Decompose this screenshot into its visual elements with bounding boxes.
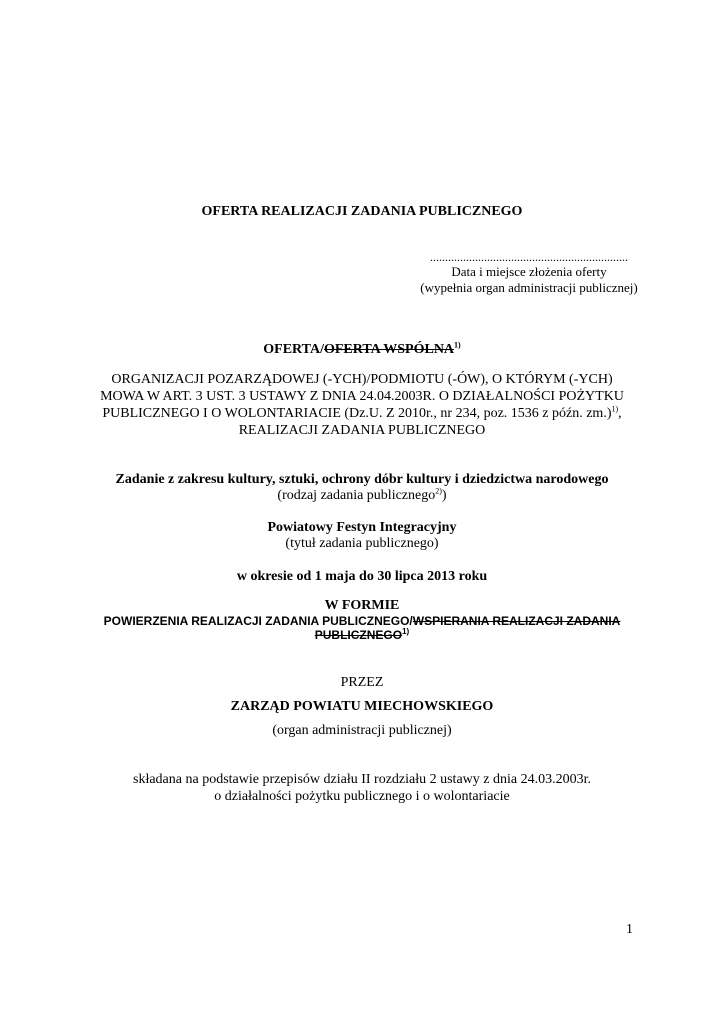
organization-line-4: REALIZACJI ZADANIA PUBLICZNEGO: [238, 423, 486, 438]
organization-line-1: ORGANIZACJI POZARZĄDOWEJ (-YCH)/PODMIOTU (-ÓW), O KTÓRYM (-YCH): [111, 372, 613, 387]
offer-type-heading: [0, 342, 724, 358]
by-label: PRZEZ: [340, 675, 384, 690]
footnote-marker: 1): [454, 340, 461, 350]
task-title-caption: (tytuł zadania publicznego): [285, 536, 439, 551]
date-dots: ..................................................................: [430, 250, 628, 264]
legal-basis-line-2: o działalności pożytku publicznego i o wolontariacie: [214, 789, 510, 804]
date-note: (wypełnia organ administracji publicznej): [420, 280, 638, 295]
authority-name: ZARZĄD POWIATU MIECHOWSKIEGO: [230, 699, 494, 714]
organization-line-2: MOWA W ART. 3 UST. 3 USTAWY Z DNIA 24.04.2003R. O DZIAŁALNOŚCI POŻYTKU: [100, 389, 624, 404]
form-heading: W FORMIE: [324, 598, 400, 613]
offer-type-struck: OFERTA WSPÓLNA: [323, 342, 455, 357]
form-line-2-struck: PUBLICZNEGO: [314, 628, 403, 642]
document-title: OFERTA REALIZACJI ZADANIA PUBLICZNEGO: [201, 204, 523, 219]
offer-type-prefix: OFERTA/: [263, 342, 324, 357]
task-scope-caption-text: (rodzaj zadania publicznego: [277, 488, 436, 503]
organization-line-3-text: PUBLICZNEGO I O WOLONTARIACIE (Dz.U. Z 2010r., nr 234, poz. 1536 z późn. zm.): [102, 406, 612, 421]
task-period: w okresie od 1 maja do 30 lipca 2013 roku: [236, 569, 488, 584]
task-scope-caption: [0, 488, 724, 504]
organization-line-3-suffix: ,: [618, 406, 622, 421]
task-scope-caption-suffix: ): [441, 488, 447, 503]
footnote-marker: 2): [435, 486, 442, 496]
footnote-marker: 1): [611, 404, 619, 414]
legal-basis-line-1: składana na podstawie przepisów działu II rozdziału 2 ustawy z dnia 24.03.2003r.: [133, 772, 591, 787]
page-number: 1: [626, 922, 633, 937]
task-title: Powiatowy Festyn Integracyjny: [267, 520, 457, 535]
form-line-1-struck: WSPIERANIA REALIZACJI ZADANIA: [412, 614, 621, 628]
task-scope-title: Zadanie z zakresu kultury, sztuki, ochrony dóbr kultury i dziedzictwa narodowego: [115, 472, 609, 487]
organization-line-3: [0, 406, 724, 422]
form-line-1: [0, 614, 724, 628]
date-label: Data i miejsce złożenia oferty: [451, 264, 607, 279]
form-line-2: [0, 628, 724, 642]
form-line-1-plain: POWIERZENIA REALIZACJI ZADANIA PUBLICZNEGO/: [103, 614, 413, 628]
authority-caption: (organ administracji publicznej): [272, 723, 452, 738]
footnote-marker: 1): [402, 627, 410, 636]
